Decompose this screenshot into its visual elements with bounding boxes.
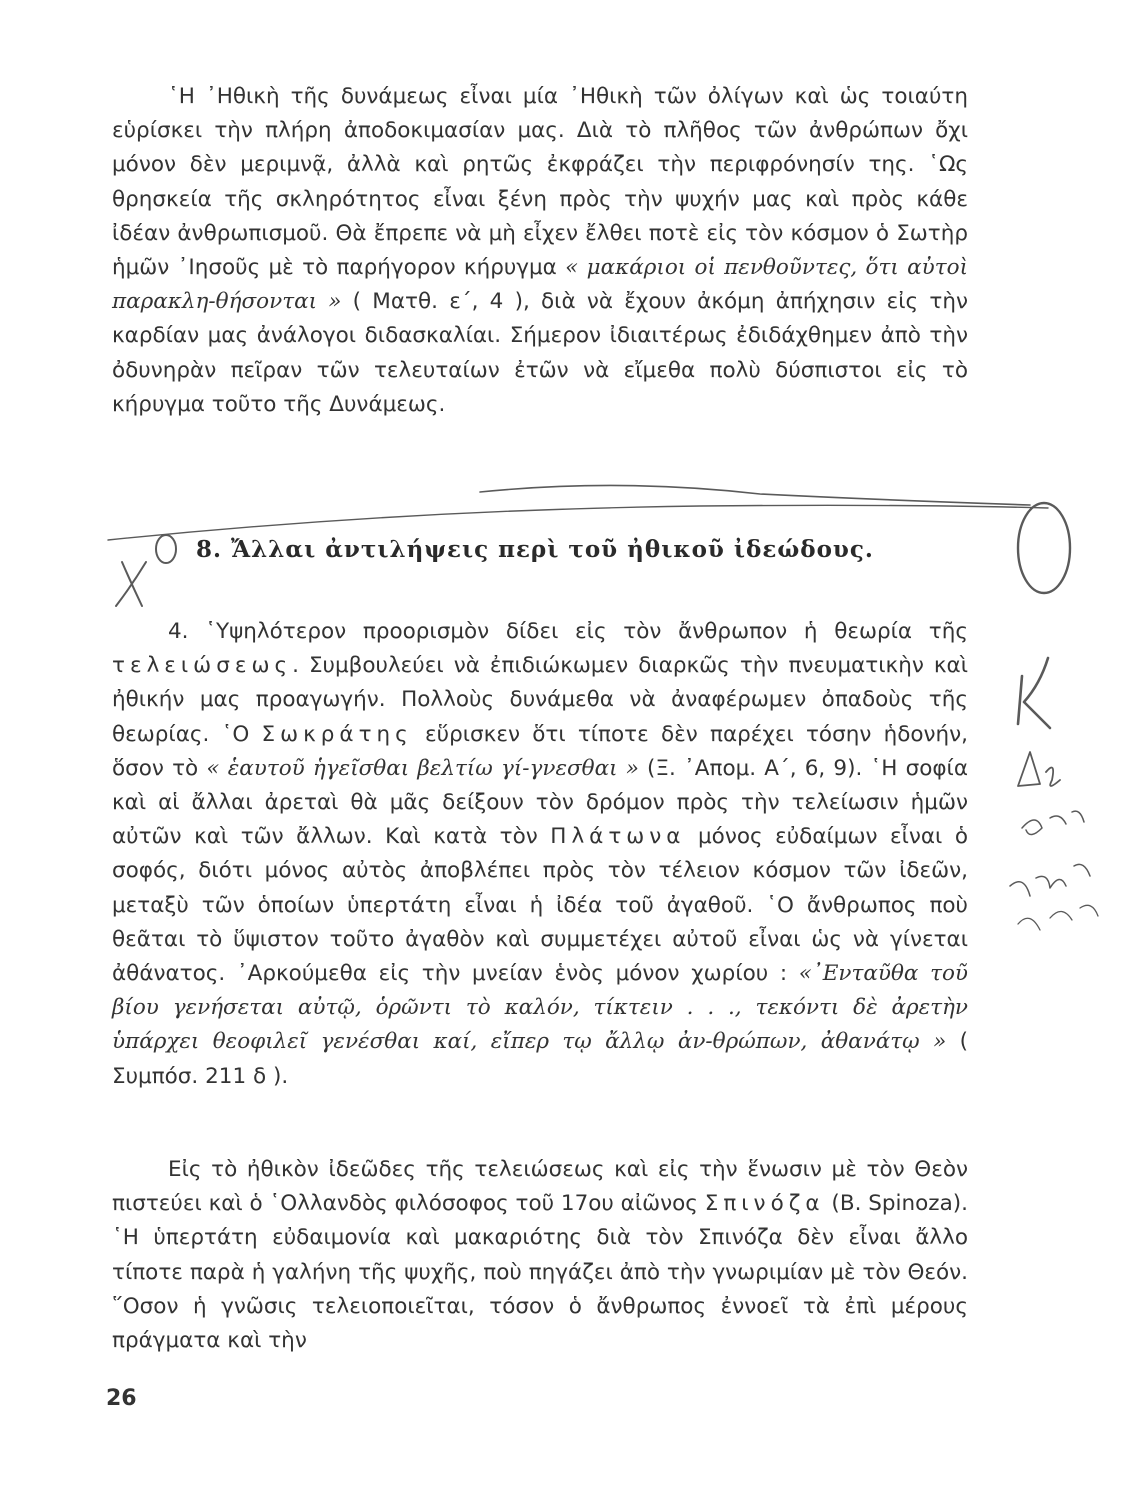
paragraph-text: . ῾Η ὑπερτάτη εὐδαιμονία καὶ μακαριότης διὰ τὸν Σπινόζα δὲν εἶναι ἄλλο τίποτε παρὰ ἡ γαλήνη τῆς ψυχῆς, ποὺ πηγάζει ἀπὸ τὴν γνωριμίαν μὲ τὸν Θεόν. ῞Οσον ἡ γνῶσις τελειοποιεῖται, τόσον ὁ ἄνθρωπος ἐννοεῖ τὰ ἐπὶ μέρους πράγματα καὶ τὴν xyxy=(112,1191,968,1354)
circle-mark-large-icon xyxy=(1018,503,1070,593)
quote-beatitude: « μακάριοι οἱ πενθοῦντες, ὅτι αὐτοὶ παρακλη-θήσονται » xyxy=(112,255,968,315)
handwritten-note-k xyxy=(1018,658,1050,728)
circle-mark-icon xyxy=(156,535,176,563)
spaced-name-socrates: Σωκράτης xyxy=(261,721,413,747)
paragraph-text: ( Συμπόσ. 211 δ ). xyxy=(112,1029,968,1089)
handwritten-note-tail xyxy=(1018,905,1098,930)
paragraph-text: . Συμβουλεύει νὰ ἐπιδιώκωμεν διαρκῶς τὴν πνευματικὴν καὶ ἠθικήν μας προαγωγήν. Πολλοὺς δυνάμεθα νὰ ἀναφέρωμεν ὀπαδοὺς τῆς θεωρίας. ῾Ο xyxy=(112,653,968,747)
handwritten-note-nom xyxy=(1010,864,1090,896)
quote-symposium: «᾽Ενταῦθα τοῦ βίου γενήσεται αὐτῷ, ὁρῶντι τὸ καλόν, τίκτειν . . ., τεκόντι δὲ ἀρετὴν ὑπάρχει θεοφιλεῖ γενέσθαι καί, εἴπερ τῳ ἄλλῳ ἀν-θρώπων, ἀθανάτῳ » xyxy=(112,961,968,1055)
paragraph-text: μόνος εὐδαίμων εἶναι ὁ σοφός, διότι μόνος αὐτὸς ἀποβλέπει πρὸς τὸν τέλειον κόσμον τῶν ἰδεῶν, μεταξὺ τῶν ὁποίων ὑπερτάτη εἶναι ἡ ἰδέα τοῦ ἀγαθοῦ. ῾Ο ἄνθρωπος ποὺ θεᾶται τὸ ὕψιστον τοῦτο ἀγαθὸν καὶ συμμετέχει αὐτοῦ εἶναι ὡς νὰ γίνεται ἀθάνατος. ᾽Αρκούμεθα εἰς τὴν μνείαν ἑνὸς μόνον χωρίου : xyxy=(112,824,968,987)
paragraph-text: (Ξ. ᾽Απομ. Α΄, 6, 9). ῾Η σοφία καὶ αἱ ἄλλαι ἀρεταὶ θὰ μᾶς δείξουν τὸν δρόμον πρὸς τὴν τελείωσιν ἡμῶν αὐτῶν καὶ τῶν ἄλλων. Καὶ κατὰ τὸν xyxy=(112,755,968,850)
page-number: 26 xyxy=(106,1386,137,1411)
paragraph-text: 4. ῾Υψηλότερον προορισμὸν δίδει εἰς τὸν ἄνθρωπον ἡ θεωρία τῆς xyxy=(168,619,968,644)
section-heading: 8. Ἄλλαι ἀντιλήψεις περὶ τοῦ ἠθικοῦ ἰδεώδους. xyxy=(196,536,874,563)
latin-name: (B. Spinoza) xyxy=(824,1191,962,1217)
handwritten-note-rho xyxy=(1022,811,1084,834)
paragraph-text: ( Ματθ. ε΄, 4 ), διὰ νὰ ἔχουν ἀκόμη ἀπήχησιν εἰς τὴν καρδίαν μας ἀνάλογοι διδασκαλίαι. Σήμερον ἰδιαιτέρως ἐδιδάχθημεν ἀπὸ τὴν ὀδυνηρὰν πεῖραν τῶν τελευταίων ἐτῶν νὰ εἴμεθα πολὺ δύσπιστοι εἰς τὸ κήρυγμα τοῦτο τῆς Δυνάμεως. xyxy=(112,289,968,417)
paragraph-text: ῾Η ᾽Ηθικὴ τῆς δυνάμεως εἶναι μία ᾽Ηθικὴ τῶν ὀλίγων καὶ ὡς τοιαύτη εὑρίσκει τὴν πλήρη ἀποδοκιμασίαν μας. Διὰ τὸ πλῆθος τῶν ἀνθρώπων ὄχι μόνον δὲν μεριμνᾷ, ἀλλὰ καὶ ρητῶς ἐκφράζει τὴν περιφρόνησίν της. ῾Ως θρησκεία τῆς σκληρότητος εἶναι ξένη πρὸς τὴν ψυχήν μας καὶ πρὸς κάθε ἰδέαν ἀνθρωπισμοῦ. Θὰ ἔπρεπε νὰ μὴ εἶχεν ἔλθει ποτὲ εἰς τὸν κόσμον ὁ Σωτὴρ ἡμῶν ᾽Ιησοῦς μὲ τὸ παρήγορον κήρυγμα xyxy=(112,84,968,281)
paragraph-text: εὕρισκεν ὅτι τίποτε δὲν παρέχει τόσην ἡδονήν, ὅσον τὸ xyxy=(112,721,968,781)
spaced-term: τελειώσεως xyxy=(112,653,293,679)
spaced-name-plato: Πλάτωνα xyxy=(550,824,686,850)
quote-xenophon: « ἑαυτοῦ ἡγεῖσθαι βελτίω γί-γνεσθαι » xyxy=(206,755,639,781)
pencil-underline-stroke xyxy=(480,485,1030,505)
spaced-name-spinoza: Σπινόζα xyxy=(704,1191,825,1217)
paragraph-text: Εἰς τὸ ἠθικὸν ἰδεῶδες τῆς τελειώσεως καὶ εἰς τὴν ἕνωσιν μὲ τὸν Θεὸν πιστεύει καὶ ὁ ῾Ολλανδὸς φιλόσοφος τοῦ 17ου αἰῶνος xyxy=(112,1157,968,1217)
handwritten-note-de xyxy=(1018,752,1060,786)
cross-mark-icon xyxy=(116,562,146,606)
pencil-bracket-stroke xyxy=(108,505,1048,540)
